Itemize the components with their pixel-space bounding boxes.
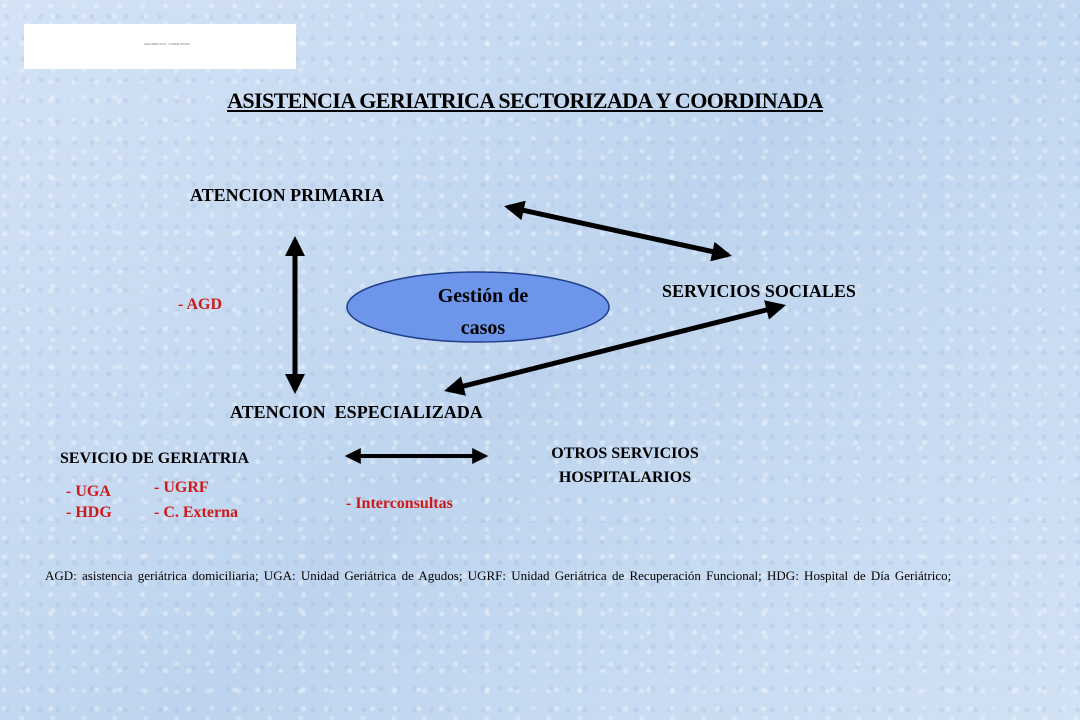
logo-text: ARGUMENTUM · LOREM IPSUM — [144, 42, 190, 46]
gestion-casos-line1: Gestión de — [437, 285, 529, 307]
node-otros-servicios — [510, 442, 740, 490]
label-interconsultas: - Interconsultas — [346, 495, 453, 512]
node-atencion-especializada: ATENCION ESPECIALIZADA — [230, 402, 483, 422]
gestion-casos-label — [348, 280, 618, 344]
label-hdg: - HDG — [66, 504, 112, 521]
node-atencion-primaria: ATENCION PRIMARIA — [190, 185, 385, 205]
gestion-casos-line2: casos — [460, 317, 506, 339]
label-c-externa: - C. Externa — [154, 504, 238, 521]
label-uga: - UGA — [66, 483, 111, 500]
otros-servicios-line1: OTROS SERVICIOS — [551, 445, 699, 462]
footnote: AGD: asistencia geriátrica domiciliaria; UGA: Unidad Geriátrica de Agudos; UGRF: Unidad Geriátrica de Recuperación Funcional; HDG: Hospital de Día Geriátrico; — [45, 568, 952, 583]
node-servicio-geriatria: SEVICIO DE GERIATRIA — [60, 450, 250, 467]
label-ugrf: - UGRF — [154, 479, 209, 496]
arrow-primaria-sociales — [508, 207, 728, 255]
otros-servicios-line2: HOSPITALARIOS — [558, 469, 692, 486]
label-agd: - AGD — [178, 296, 222, 313]
node-servicios-sociales: SERVICIOS SOCIALES — [662, 281, 856, 301]
page-title: ASISTENCIA GERIATRICA SECTORIZADA Y COORDINADA — [227, 88, 823, 113]
